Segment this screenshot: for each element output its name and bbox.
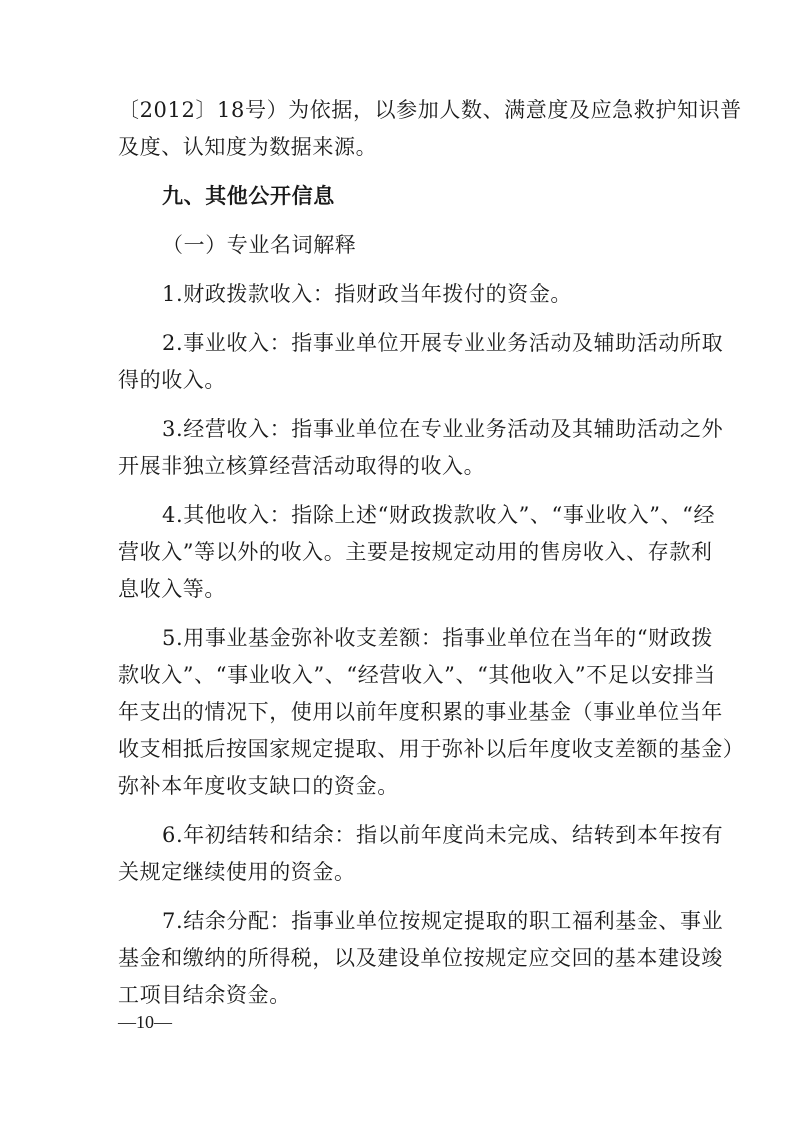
item-7-line-2: 基金和缴纳的所得税，以及建设单位按规定应交回的基本建设竣	[118, 946, 723, 970]
item-1-line-1: 1.财政拨款收入：指财政当年拨付的资金。	[162, 282, 573, 306]
item-6-line-1: 6.年初结转和结余：指以前年度尚未完成、结转到本年按有	[162, 823, 724, 847]
page-number: —10—	[118, 1012, 172, 1032]
document-body	[118, 92, 745, 1014]
definition-item-2	[118, 325, 724, 399]
definition-item-6	[118, 817, 724, 891]
item-3-line-2: 开展非独立核算经营活动取得的收入。	[118, 454, 486, 478]
definition-item-5	[118, 620, 745, 805]
definition-item-3	[118, 411, 724, 485]
subsection-title: （一）专业名词解释	[162, 233, 357, 257]
intro-line-1: 〔2012〕18号）为依据，以参加人数、满意度及应急救护知识普	[118, 98, 742, 122]
item-4-line-1: 4.其他收入：指除上述“财政拨款收入”、“事业收入”、“经	[162, 503, 716, 527]
item-5-line-4: 收支相抵后按国家规定提取、用于弥补以后年度收支差额的基金）	[118, 737, 745, 761]
intro-line-2: 及度、认知度为数据来源。	[118, 135, 378, 159]
item-3-line-1: 3.经营收入：指事业单位在专业业务活动及其辅助活动之外	[162, 417, 724, 441]
item-7-line-3: 工项目结余资金。	[118, 983, 291, 1007]
item-5-line-1: 5.用事业基金弥补收支差额：指事业单位在当年的“财政拨	[162, 626, 713, 650]
item-4-line-2: 营收入”等以外的收入。主要是按规定动用的售房收入、存款利	[118, 540, 713, 564]
item-2-line-1: 2.事业收入：指事业单位开展专业业务活动及辅助活动所取	[162, 331, 724, 355]
section-title: 九、其他公开信息	[162, 184, 335, 208]
definition-item-4	[118, 497, 716, 608]
item-5-line-3: 年支出的情况下，使用以前年度积累的事业基金（事业单位当年	[118, 700, 723, 724]
item-5-line-2: 款收入”、“事业收入”、“经营收入”、“其他收入”不足以安排当	[118, 663, 716, 687]
item-7-line-1: 7.结余分配：指事业单位按规定提取的职工福利基金、事业	[162, 909, 724, 933]
definition-item-7	[118, 903, 724, 1014]
item-6-line-2: 关规定继续使用的资金。	[118, 860, 356, 884]
item-2-line-2: 得的收入。	[118, 368, 226, 392]
definition-item-1	[118, 276, 680, 313]
item-5-line-5: 弥补本年度收支缺口的资金。	[118, 774, 399, 798]
item-4-line-3: 息收入等。	[118, 577, 226, 601]
